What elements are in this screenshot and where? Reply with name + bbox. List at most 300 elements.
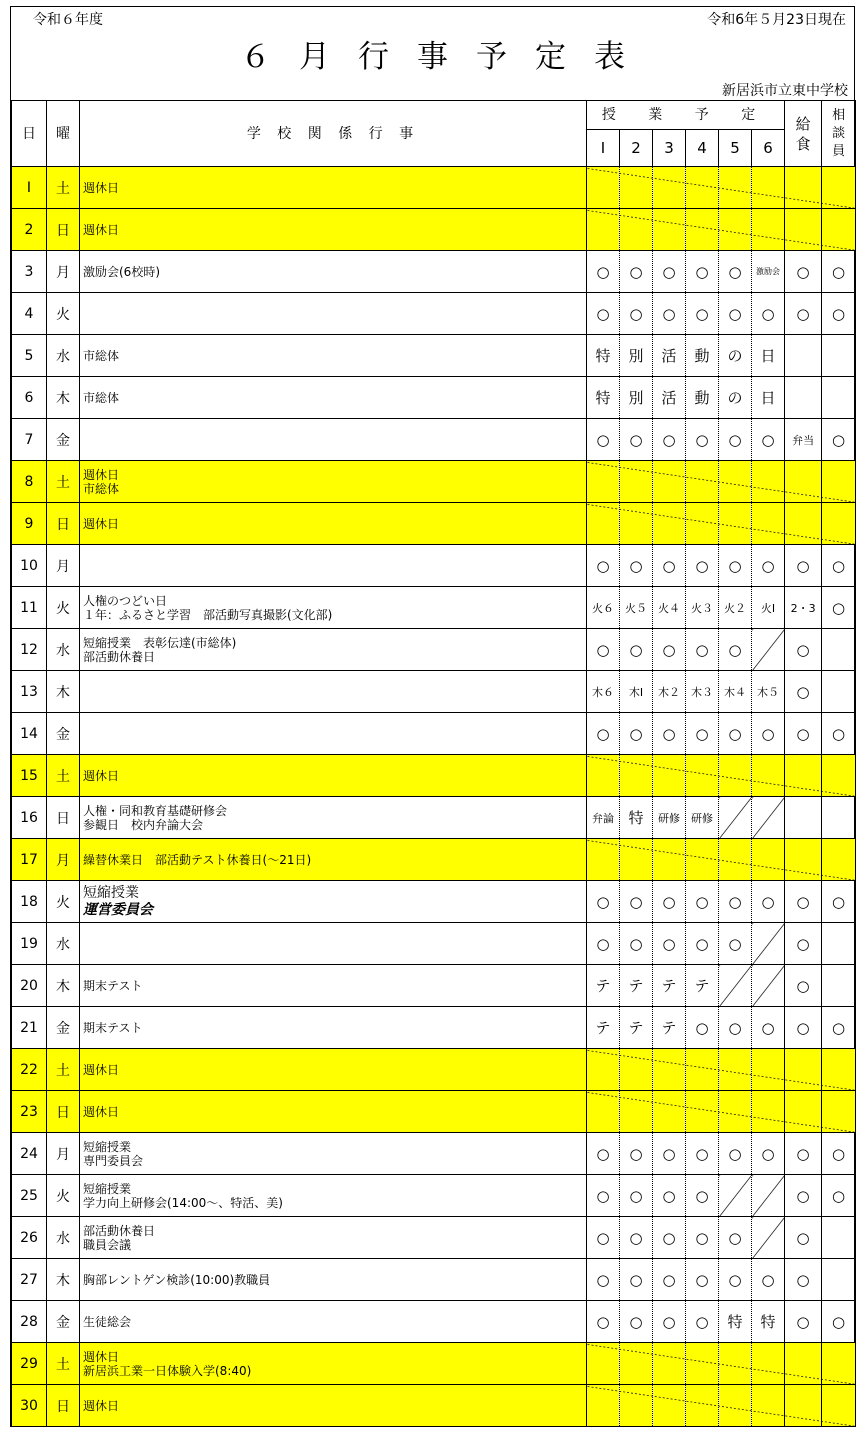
period-cell-5: ○ [719,293,752,335]
weekday-cell: 水 [47,629,80,671]
period-cell-5: ○ [719,881,752,923]
counselor-cell: ○ [822,881,856,923]
schedule-row [12,209,856,251]
lunch-cell: ○ [785,881,822,923]
period-cell-5 [719,797,752,839]
period-cell-5: ○ [719,1007,752,1049]
counselor-cell [822,377,856,419]
period-cell-6: ○ [752,1259,785,1301]
schedule-row [12,671,856,713]
lunch-cell [785,1049,822,1091]
event-line: 短縮授業 [83,884,139,901]
period-cell-6: ○ [752,293,785,335]
period-cell-2: テ [620,1007,653,1049]
lunch-cell: 2・3 [785,587,822,629]
period-cell-1: ○ [587,1175,620,1217]
weekday-cell: 月 [47,1133,80,1175]
weekday-cell: 木 [47,965,80,1007]
period-cell-1: ○ [587,293,620,335]
event-line: 運営委員会 [83,901,153,918]
event-line: 短縮授業 [83,1139,132,1154]
period-cell-6: ○ [752,1007,785,1049]
period-cell-5: ○ [719,1133,752,1175]
event-line: 週休日 [83,180,120,195]
period-cell-5: ○ [719,629,752,671]
event-line: 胸部レントゲン検診(10:00)教職員 [83,1272,271,1287]
schedule-sheet [10,6,855,1427]
period-cell-6 [752,209,785,251]
period-cell-2: ○ [620,545,653,587]
day-cell: 7 [12,419,47,461]
day-cell: 30 [12,1385,47,1427]
period-cell-2 [620,1385,653,1427]
period-cell-5 [719,209,752,251]
period-cell-2: ○ [620,1175,653,1217]
counselor-cell [822,797,856,839]
school-name: 新居浜市立東中学校 [722,83,848,99]
period-cell-6 [752,629,785,671]
period-cell-1 [587,209,620,251]
period-cell-3: ○ [653,293,686,335]
schedule-row [12,1049,856,1091]
day-cell: 26 [12,1217,47,1259]
period-cell-1: 特 [587,335,620,377]
period-cell-5 [719,1049,752,1091]
period-cell-4: ○ [686,419,719,461]
lunch-cell [785,1091,822,1133]
lunch-cell [785,1343,822,1385]
weekday-cell: 水 [47,335,80,377]
event-cell [80,1301,587,1343]
period-cell-3 [653,167,686,209]
event-line: 週休日 [83,1398,120,1413]
counselor-cell: ○ [822,419,856,461]
period-cell-4 [686,1091,719,1133]
schedule-row [12,419,856,461]
weekday-cell: 土 [47,1343,80,1385]
period-cell-1: ○ [587,251,620,293]
event-line: 週休日 [83,222,120,237]
weekday-cell: 水 [47,923,80,965]
event-line: 市総体 [83,348,120,363]
period-cell-2: 別 [620,377,653,419]
schedule-row [12,293,856,335]
event-cell [80,377,587,419]
event-cell [80,1217,587,1259]
day-cell: 12 [12,629,47,671]
schedule-row [12,755,856,797]
counselor-cell [822,965,856,1007]
counselor-header: 相 談 員 [822,101,856,167]
schedule-row [12,461,856,503]
period-cell-6: 日 [752,335,785,377]
weekday-cell: 水 [47,1217,80,1259]
period-cell-3 [653,503,686,545]
lunch-cell [785,1385,822,1427]
period-cell-4: ○ [686,1301,719,1343]
period-cell-5: ○ [719,419,752,461]
day-cell: 19 [12,923,47,965]
period-cell-1 [587,1385,620,1427]
period-cell-6: 日 [752,377,785,419]
day-header: 日 [12,101,47,167]
schedule-row [12,713,856,755]
period-cell-4: 木３ [686,671,719,713]
schedule-row [12,377,856,419]
period-cell-6 [752,965,785,1007]
period-cell-6: ○ [752,713,785,755]
event-cell [80,923,587,965]
counselor-cell: ○ [822,293,856,335]
period-cell-5: ○ [719,713,752,755]
lunch-cell [785,167,822,209]
period-cell-1: 弁論 [587,797,620,839]
event-line: 市総体 [83,390,120,405]
counselor-cell [822,671,856,713]
weekday-header: 曜 [47,101,80,167]
period-cell-5 [719,1343,752,1385]
period-cell-2: ○ [620,1217,653,1259]
period-cell-6 [752,797,785,839]
period-cell-3 [653,461,686,503]
lunch-cell: ○ [785,251,822,293]
event-cell [80,335,587,377]
event-line: 激励会(6校時) [83,264,160,279]
period-cell-1: ○ [587,1301,620,1343]
event-cell [80,1007,587,1049]
period-cell-4: 火３ [686,587,719,629]
event-line: 週休日 [83,1349,120,1364]
schedule-row [12,1343,856,1385]
event-cell [80,1175,587,1217]
day-cell: 24 [12,1133,47,1175]
period-cell-2: ○ [620,923,653,965]
period-cell-4: 動 [686,377,719,419]
period-cell-2 [620,1049,653,1091]
period-cell-3: ○ [653,713,686,755]
day-cell: 20 [12,965,47,1007]
weekday-cell: 土 [47,461,80,503]
schedule-row [12,1217,856,1259]
schedule-row [12,545,856,587]
counselor-cell [822,1217,856,1259]
period-cell-4 [686,755,719,797]
day-cell: 22 [12,1049,47,1091]
period-cell-3 [653,839,686,881]
weekday-cell: 木 [47,377,80,419]
period-cell-2 [620,755,653,797]
period-cell-5 [719,167,752,209]
weekday-cell: 日 [47,1385,80,1427]
weekday-cell: 火 [47,881,80,923]
period-cell-4: ○ [686,545,719,587]
period-cell-3: ○ [653,1301,686,1343]
counselor-cell [822,923,856,965]
schedule-row [12,797,856,839]
period-cell-4 [686,1385,719,1427]
period-cell-2: ○ [620,713,653,755]
event-line: 繰替休業日 部活動テスト休養日(～21日) [83,852,312,867]
period-cell-3: ○ [653,1217,686,1259]
day-cell: 11 [12,587,47,629]
period-cell-3: ○ [653,1133,686,1175]
event-cell [80,419,587,461]
lunch-cell: ○ [785,671,822,713]
schedule-row [12,335,856,377]
period-cell-1: ○ [587,419,620,461]
period-cell-4: ○ [686,293,719,335]
event-line: 職員会議 [83,1237,132,1252]
period-cell-3: ○ [653,923,686,965]
counselor-cell [822,503,856,545]
period-cell-2: 別 [620,335,653,377]
weekday-cell: 土 [47,1049,80,1091]
period-cell-2: ○ [620,419,653,461]
event-line: 部活動休養日 [83,649,156,664]
period-cell-6: ○ [752,545,785,587]
period-cell-1: ○ [587,629,620,671]
period-cell-6: 特 [752,1301,785,1343]
event-line: 新居浜工業一日体験入学(8:40) [83,1363,252,1378]
event-line: 専門委員会 [83,1153,144,1168]
event-line: 週休日 [83,516,120,531]
counselor-cell: ○ [822,1007,856,1049]
lunch-header: 給 食 [785,101,822,167]
event-line: 期末テスト [83,978,143,993]
day-cell: 29 [12,1343,47,1385]
period-cell-1 [587,755,620,797]
weekday-cell: 金 [47,1301,80,1343]
event-line: 人権・同和教育基礎研修会 [83,803,228,818]
period-cell-6 [752,1217,785,1259]
weekday-cell: 金 [47,419,80,461]
period-cell-6: 火Ⅰ [752,587,785,629]
period-cell-4: ○ [686,1259,719,1301]
period-cell-1: テ [587,965,620,1007]
period-cell-6 [752,1385,785,1427]
period-cell-4: ○ [686,251,719,293]
event-cell [80,1049,587,1091]
event-line: 週休日 [83,1104,120,1119]
day-cell: 14 [12,713,47,755]
event-cell [80,293,587,335]
event-line: 学力向上研修会(14:00～、特活、美) [83,1195,283,1210]
page-title: ６月行事予定表 [240,39,653,75]
counselor-cell: ○ [822,587,856,629]
event-line: 部活動休養日 [83,1223,156,1238]
day-cell: 21 [12,1007,47,1049]
day-cell: 9 [12,503,47,545]
period-cell-1: ○ [587,1259,620,1301]
period-cell-4: ○ [686,629,719,671]
lunch-cell: ○ [785,713,822,755]
weekday-cell: 月 [47,839,80,881]
weekday-cell: 木 [47,671,80,713]
event-line: 参観日 校内弁論大会 [83,817,204,832]
period-cell-2: ○ [620,251,653,293]
lunch-cell: ○ [785,1133,822,1175]
period-cell-2: 火５ [620,587,653,629]
lunch-cell: ○ [785,1175,822,1217]
schedule-row [12,1133,856,1175]
weekday-cell: 日 [47,1091,80,1133]
period-cell-6 [752,1091,785,1133]
counselor-cell [822,167,856,209]
period-cell-6 [752,1343,785,1385]
event-cell [80,1385,587,1427]
period-cell-4: ○ [686,923,719,965]
period-cell-4: ○ [686,1133,719,1175]
event-cell [80,839,587,881]
event-line: 週休日 [83,1062,120,1077]
day-cell: 10 [12,545,47,587]
day-cell: 8 [12,461,47,503]
schedule-row [12,503,856,545]
period-cell-1 [587,167,620,209]
counselor-cell [822,461,856,503]
event-cell [80,671,587,713]
lunch-cell: ○ [785,1007,822,1049]
period-cell-1: 特 [587,377,620,419]
period-cell-4: テ [686,965,719,1007]
period-cell-4 [686,209,719,251]
period-cell-4 [686,1049,719,1091]
counselor-cell [822,629,856,671]
lessons-header: 授 業 予 定 [587,101,785,130]
lunch-cell [785,839,822,881]
period-cell-5 [719,461,752,503]
counselor-cell: ○ [822,1175,856,1217]
period-cell-4 [686,503,719,545]
period-cell-3 [653,755,686,797]
period-cell-3 [653,1091,686,1133]
schedule-row [12,923,856,965]
event-line: １年：ふるさと学習 部活動写真撮影(文化部) [83,607,333,622]
period-cell-2 [620,209,653,251]
schedule-row [12,1301,856,1343]
schedule-row [12,965,856,1007]
event-line: 週休日 [83,768,120,783]
period-cell-1 [587,1343,620,1385]
period-cell-2: 木Ⅰ [620,671,653,713]
day-cell: 6 [12,377,47,419]
period-cell-1 [587,1091,620,1133]
event-line: 人権のつどい日 [83,593,168,608]
day-cell: 3 [12,251,47,293]
counselor-cell [822,839,856,881]
event-line: 期末テスト [83,1020,143,1035]
schedule-row [12,1175,856,1217]
period-cell-3: テ [653,965,686,1007]
weekday-cell: 日 [47,797,80,839]
event-cell [80,629,587,671]
lunch-cell [785,755,822,797]
lunch-cell: ○ [785,1301,822,1343]
event-cell [80,965,587,1007]
event-cell [80,797,587,839]
period-cell-1 [587,839,620,881]
period-cell-1: 木６ [587,671,620,713]
weekday-cell: 土 [47,755,80,797]
period-cell-2: 特 [620,797,653,839]
period-cell-4: ○ [686,1217,719,1259]
counselor-cell: ○ [822,713,856,755]
day-cell: 25 [12,1175,47,1217]
counselor-cell: ○ [822,545,856,587]
period-header-3: 3 [653,130,686,167]
lunch-cell [785,503,822,545]
period-cell-1: ○ [587,545,620,587]
period-cell-6 [752,503,785,545]
lunch-cell [785,377,822,419]
event-cell [80,251,587,293]
counselor-cell [822,755,856,797]
period-cell-1 [587,1049,620,1091]
period-cell-3: ○ [653,545,686,587]
lunch-cell: ○ [785,293,822,335]
period-cell-2 [620,1343,653,1385]
schedule-row [12,251,856,293]
period-cell-3: テ [653,1007,686,1049]
period-cell-5 [719,1091,752,1133]
weekday-cell: 日 [47,209,80,251]
event-cell [80,1091,587,1133]
period-cell-5 [719,503,752,545]
period-cell-2 [620,167,653,209]
lunch-cell: ○ [785,965,822,1007]
period-cell-2 [620,839,653,881]
period-cell-3: ○ [653,1259,686,1301]
schedule-row [12,1259,856,1301]
period-cell-3: ○ [653,251,686,293]
event-line: 短縮授業 表彰伝達(市総体) [83,635,237,650]
period-cell-4: ○ [686,1175,719,1217]
counselor-cell [822,335,856,377]
counselor-cell: ○ [822,1301,856,1343]
period-cell-3 [653,1343,686,1385]
period-cell-4 [686,1343,719,1385]
period-cell-3: 活 [653,377,686,419]
counselor-cell: ○ [822,251,856,293]
schedule-row [12,167,856,209]
event-line: 市総体 [83,481,120,496]
period-cell-5: ○ [719,1259,752,1301]
day-cell: 16 [12,797,47,839]
day-cell: 18 [12,881,47,923]
event-cell [80,713,587,755]
period-cell-1: ○ [587,1217,620,1259]
period-cell-3 [653,1385,686,1427]
period-cell-2 [620,461,653,503]
lunch-cell [785,797,822,839]
period-cell-6 [752,167,785,209]
period-cell-1: ○ [587,1133,620,1175]
day-cell: 23 [12,1091,47,1133]
as-of-date: 令和6年５月23日現在 [707,12,846,28]
lunch-cell [785,335,822,377]
period-cell-6: ○ [752,881,785,923]
weekday-cell: 木 [47,1259,80,1301]
lunch-cell [785,209,822,251]
period-cell-6 [752,1049,785,1091]
period-cell-4 [686,461,719,503]
period-header-5: 5 [719,130,752,167]
schedule-row [12,839,856,881]
event-cell [80,167,587,209]
period-cell-3: ○ [653,419,686,461]
counselor-cell [822,1091,856,1133]
period-cell-5: ○ [719,251,752,293]
